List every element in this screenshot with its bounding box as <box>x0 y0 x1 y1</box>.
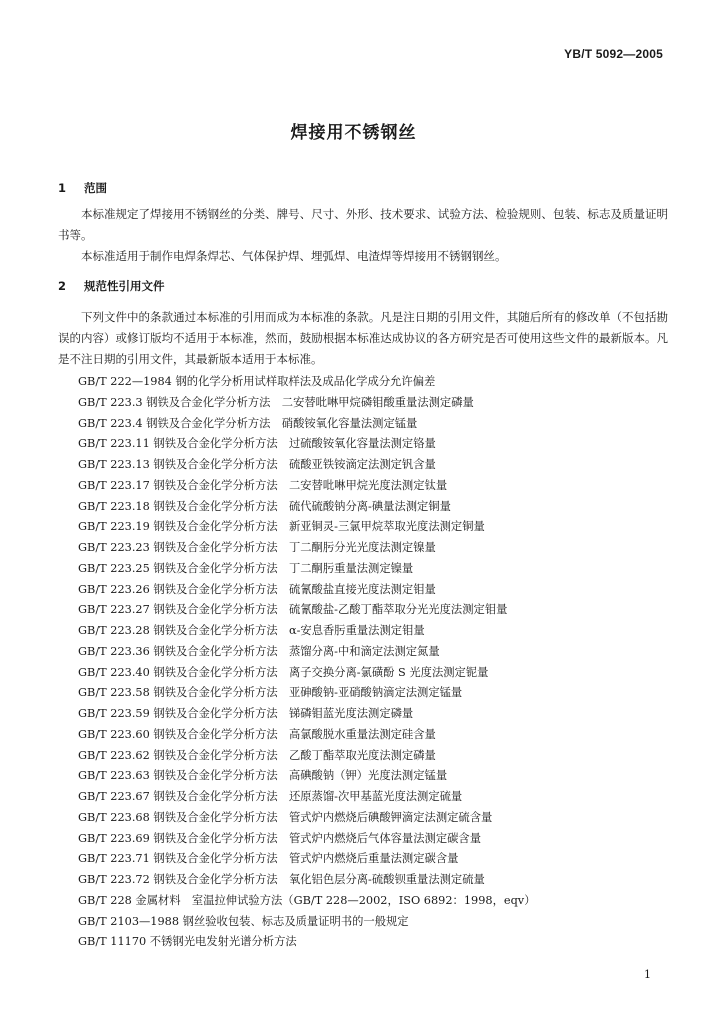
reference-code: GB/T 223.11 <box>78 437 150 451</box>
section-number: 2 <box>58 279 67 293</box>
section-number: 1 <box>58 181 67 195</box>
reference-title: 金属材料 室温拉伸试验方法（GB/T 228—2002，ISO 6892：1998，eqv） <box>135 893 536 907</box>
reference-code: GB/T 223.19 <box>78 520 150 534</box>
reference-code: GB/T 223.36 <box>78 644 150 658</box>
reference-item <box>78 870 678 891</box>
reference-item <box>78 559 678 580</box>
reference-item <box>78 455 678 476</box>
reference-item <box>78 497 678 518</box>
reference-item <box>78 912 678 933</box>
reference-item <box>78 663 678 684</box>
reference-list <box>78 372 678 953</box>
reference-code: GB/T 222—1984 <box>78 375 172 388</box>
reference-item <box>78 932 678 953</box>
reference-code: GB/T 223.59 <box>78 707 150 720</box>
references-intro-paragraph: 下列文件中的条款通过本标准的引用而成为本标准的条款。凡是注日期的引用文件，其随后所有的修改单（不包括勘误的内容）或修订版均不适用于本标准，然而，鼓励根据本标准达成协议的各方研究是否可使用这些文件的最新版本。凡是不注日期的引用文件，其最新版本适用于本标准。 <box>58 310 668 366</box>
section-title: 规范性引用文件 <box>84 279 165 293</box>
reference-item <box>78 414 678 435</box>
reference-code: GB/T 228 <box>78 893 132 907</box>
reference-code: GB/T 223.69 <box>78 831 150 845</box>
reference-code: GB/T 223.67 <box>78 790 150 803</box>
reference-title: 钢铁及合金化学分析方法 二安替吡啉甲烷磷钼酸重量法测定磷量 <box>146 395 474 409</box>
reference-title: 钢铁及合金化学分析方法 硫酸亚铁铵滴定法测定钒含量 <box>153 458 436 471</box>
reference-title: 钢铁及合金化学分析方法 管式炉内燃烧后重量法测定碳含量 <box>153 852 459 866</box>
section-heading-normative-references <box>58 278 165 294</box>
scope-paragraph-2: 本标准适用于制作电焊条焊芯、气体保护焊、埋弧焊、电渣焊等焊接用不锈钢钢丝。 <box>81 249 507 263</box>
reference-code: GB/T 223.40 <box>78 665 150 679</box>
reference-code: GB/T 223.3 <box>78 395 143 409</box>
reference-item <box>78 372 678 393</box>
reference-item <box>78 393 678 414</box>
standard-code: YB/T 5092—2005 <box>564 47 663 61</box>
reference-item <box>78 808 678 829</box>
reference-title: 钢丝验收包装、标志及质量证明书的一般规定 <box>182 914 409 928</box>
reference-item <box>78 621 678 642</box>
reference-title: 钢铁及合金化学分析方法 α-安息香肟重量法测定钼量 <box>153 624 425 637</box>
reference-code: GB/T 223.25 <box>78 561 150 575</box>
reference-code: GB/T 223.60 <box>78 727 150 741</box>
reference-code: GB/T 223.72 <box>78 873 150 886</box>
reference-code: GB/T 223.58 <box>78 686 150 700</box>
reference-title: 钢铁及合金化学分析方法 丁二酮肟分光光度法测定镍量 <box>153 541 436 554</box>
reference-code: GB/T 223.63 <box>78 769 150 783</box>
reference-code: GB/T 223.23 <box>78 541 150 554</box>
reference-title: 钢铁及合金化学分析方法 二安替吡啉甲烷光度法测定钛量 <box>153 478 448 492</box>
reference-title: 钢铁及合金化学分析方法 锑磷钼蓝光度法测定磷量 <box>153 707 414 720</box>
reference-item <box>78 725 678 746</box>
reference-title: 钢铁及合金化学分析方法 管式炉内燃烧后碘酸钾滴定法测定硫含量 <box>153 810 493 824</box>
reference-code: GB/T 223.28 <box>78 624 150 637</box>
reference-title: 钢铁及合金化学分析方法 硫氰酸盐直接光度法测定钼量 <box>153 582 436 596</box>
reference-item <box>78 704 678 725</box>
reference-code: GB/T 223.13 <box>78 458 150 471</box>
reference-title: 钢铁及合金化学分析方法 丁二酮肟重量法测定镍量 <box>153 561 414 575</box>
reference-code: GB/T 223.18 <box>78 499 150 513</box>
reference-title: 不锈钢光电发射光谱分析方法 <box>149 935 297 949</box>
reference-item <box>78 787 678 808</box>
reference-item <box>78 517 678 538</box>
reference-title: 钢铁及合金化学分析方法 硝酸铵氧化容量法测定锰量 <box>146 416 418 430</box>
reference-title: 钢铁及合金化学分析方法 硫氰酸盐-乙酸丁酯萃取分光光度法测定钼量 <box>153 603 508 617</box>
reference-code: GB/T 223.27 <box>78 603 150 617</box>
reference-item <box>78 580 678 601</box>
reference-code: GB/T 223.26 <box>78 582 150 596</box>
reference-title: 钢铁及合金化学分析方法 乙酸丁酯萃取光度法测定磷量 <box>153 748 436 762</box>
reference-code: GB/T 223.68 <box>78 810 150 824</box>
reference-item <box>78 891 678 912</box>
reference-title: 钢铁及合金化学分析方法 过硫酸铵氧化容量法测定铬量 <box>153 437 436 451</box>
reference-title: 钢铁及合金化学分析方法 氧化铝色层分离-硫酸钡重量法测定硫量 <box>153 873 485 886</box>
reference-title: 钢铁及合金化学分析方法 蒸馏分离-中和滴定法测定氮量 <box>153 644 440 658</box>
reference-item <box>78 642 678 663</box>
reference-code: GB/T 2103—1988 <box>78 914 180 928</box>
reference-code: GB/T 11170 <box>78 935 147 949</box>
reference-title: 钢铁及合金化学分析方法 高碘酸钠（钾）光度法测定锰量 <box>153 769 448 783</box>
section-title: 范围 <box>84 181 107 195</box>
section-heading-scope <box>58 180 107 196</box>
reference-item <box>78 434 678 455</box>
reference-title: 钢铁及合金化学分析方法 亚砷酸钠-亚硝酸钠滴定法测定锰量 <box>153 686 463 700</box>
reference-title: 钢铁及合金化学分析方法 离子交换分离-氯磺酚 S 光度法测定铌量 <box>153 665 489 679</box>
reference-item <box>78 538 678 559</box>
reference-item <box>78 746 678 767</box>
reference-code: GB/T 223.17 <box>78 478 150 492</box>
reference-title: 钢的化学分析用试样取样法及成品化学成分允许偏差 <box>175 375 436 388</box>
reference-item <box>78 829 678 850</box>
reference-item <box>78 766 678 787</box>
reference-title: 钢铁及合金化学分析方法 硫代硫酸钠分离-碘量法测定铜量 <box>153 499 451 513</box>
document-title: 焊接用不锈钢丝 <box>290 123 417 143</box>
reference-item <box>78 683 678 704</box>
reference-item <box>78 600 678 621</box>
reference-code: GB/T 223.62 <box>78 748 150 762</box>
page-number: 1 <box>644 968 651 981</box>
reference-code: GB/T 223.71 <box>78 852 150 866</box>
reference-title: 钢铁及合金化学分析方法 管式炉内燃烧后气体容量法测定碳含量 <box>153 831 482 845</box>
reference-title: 钢铁及合金化学分析方法 新亚铜灵-三氯甲烷萃取光度法测定铜量 <box>153 520 485 534</box>
reference-item <box>78 476 678 497</box>
reference-title: 钢铁及合金化学分析方法 高氯酸脱水重量法测定硅含量 <box>153 727 436 741</box>
reference-code: GB/T 223.4 <box>78 416 143 430</box>
reference-title: 钢铁及合金化学分析方法 还原蒸馏-次甲基蓝光度法测定硫量 <box>153 790 463 803</box>
reference-item <box>78 849 678 870</box>
scope-paragraph-1: 本标准规定了焊接用不锈钢丝的分类、牌号、尺寸、外形、技术要求、试验方法、检验规则、包装、标志及质量证明书等。 <box>58 207 668 242</box>
